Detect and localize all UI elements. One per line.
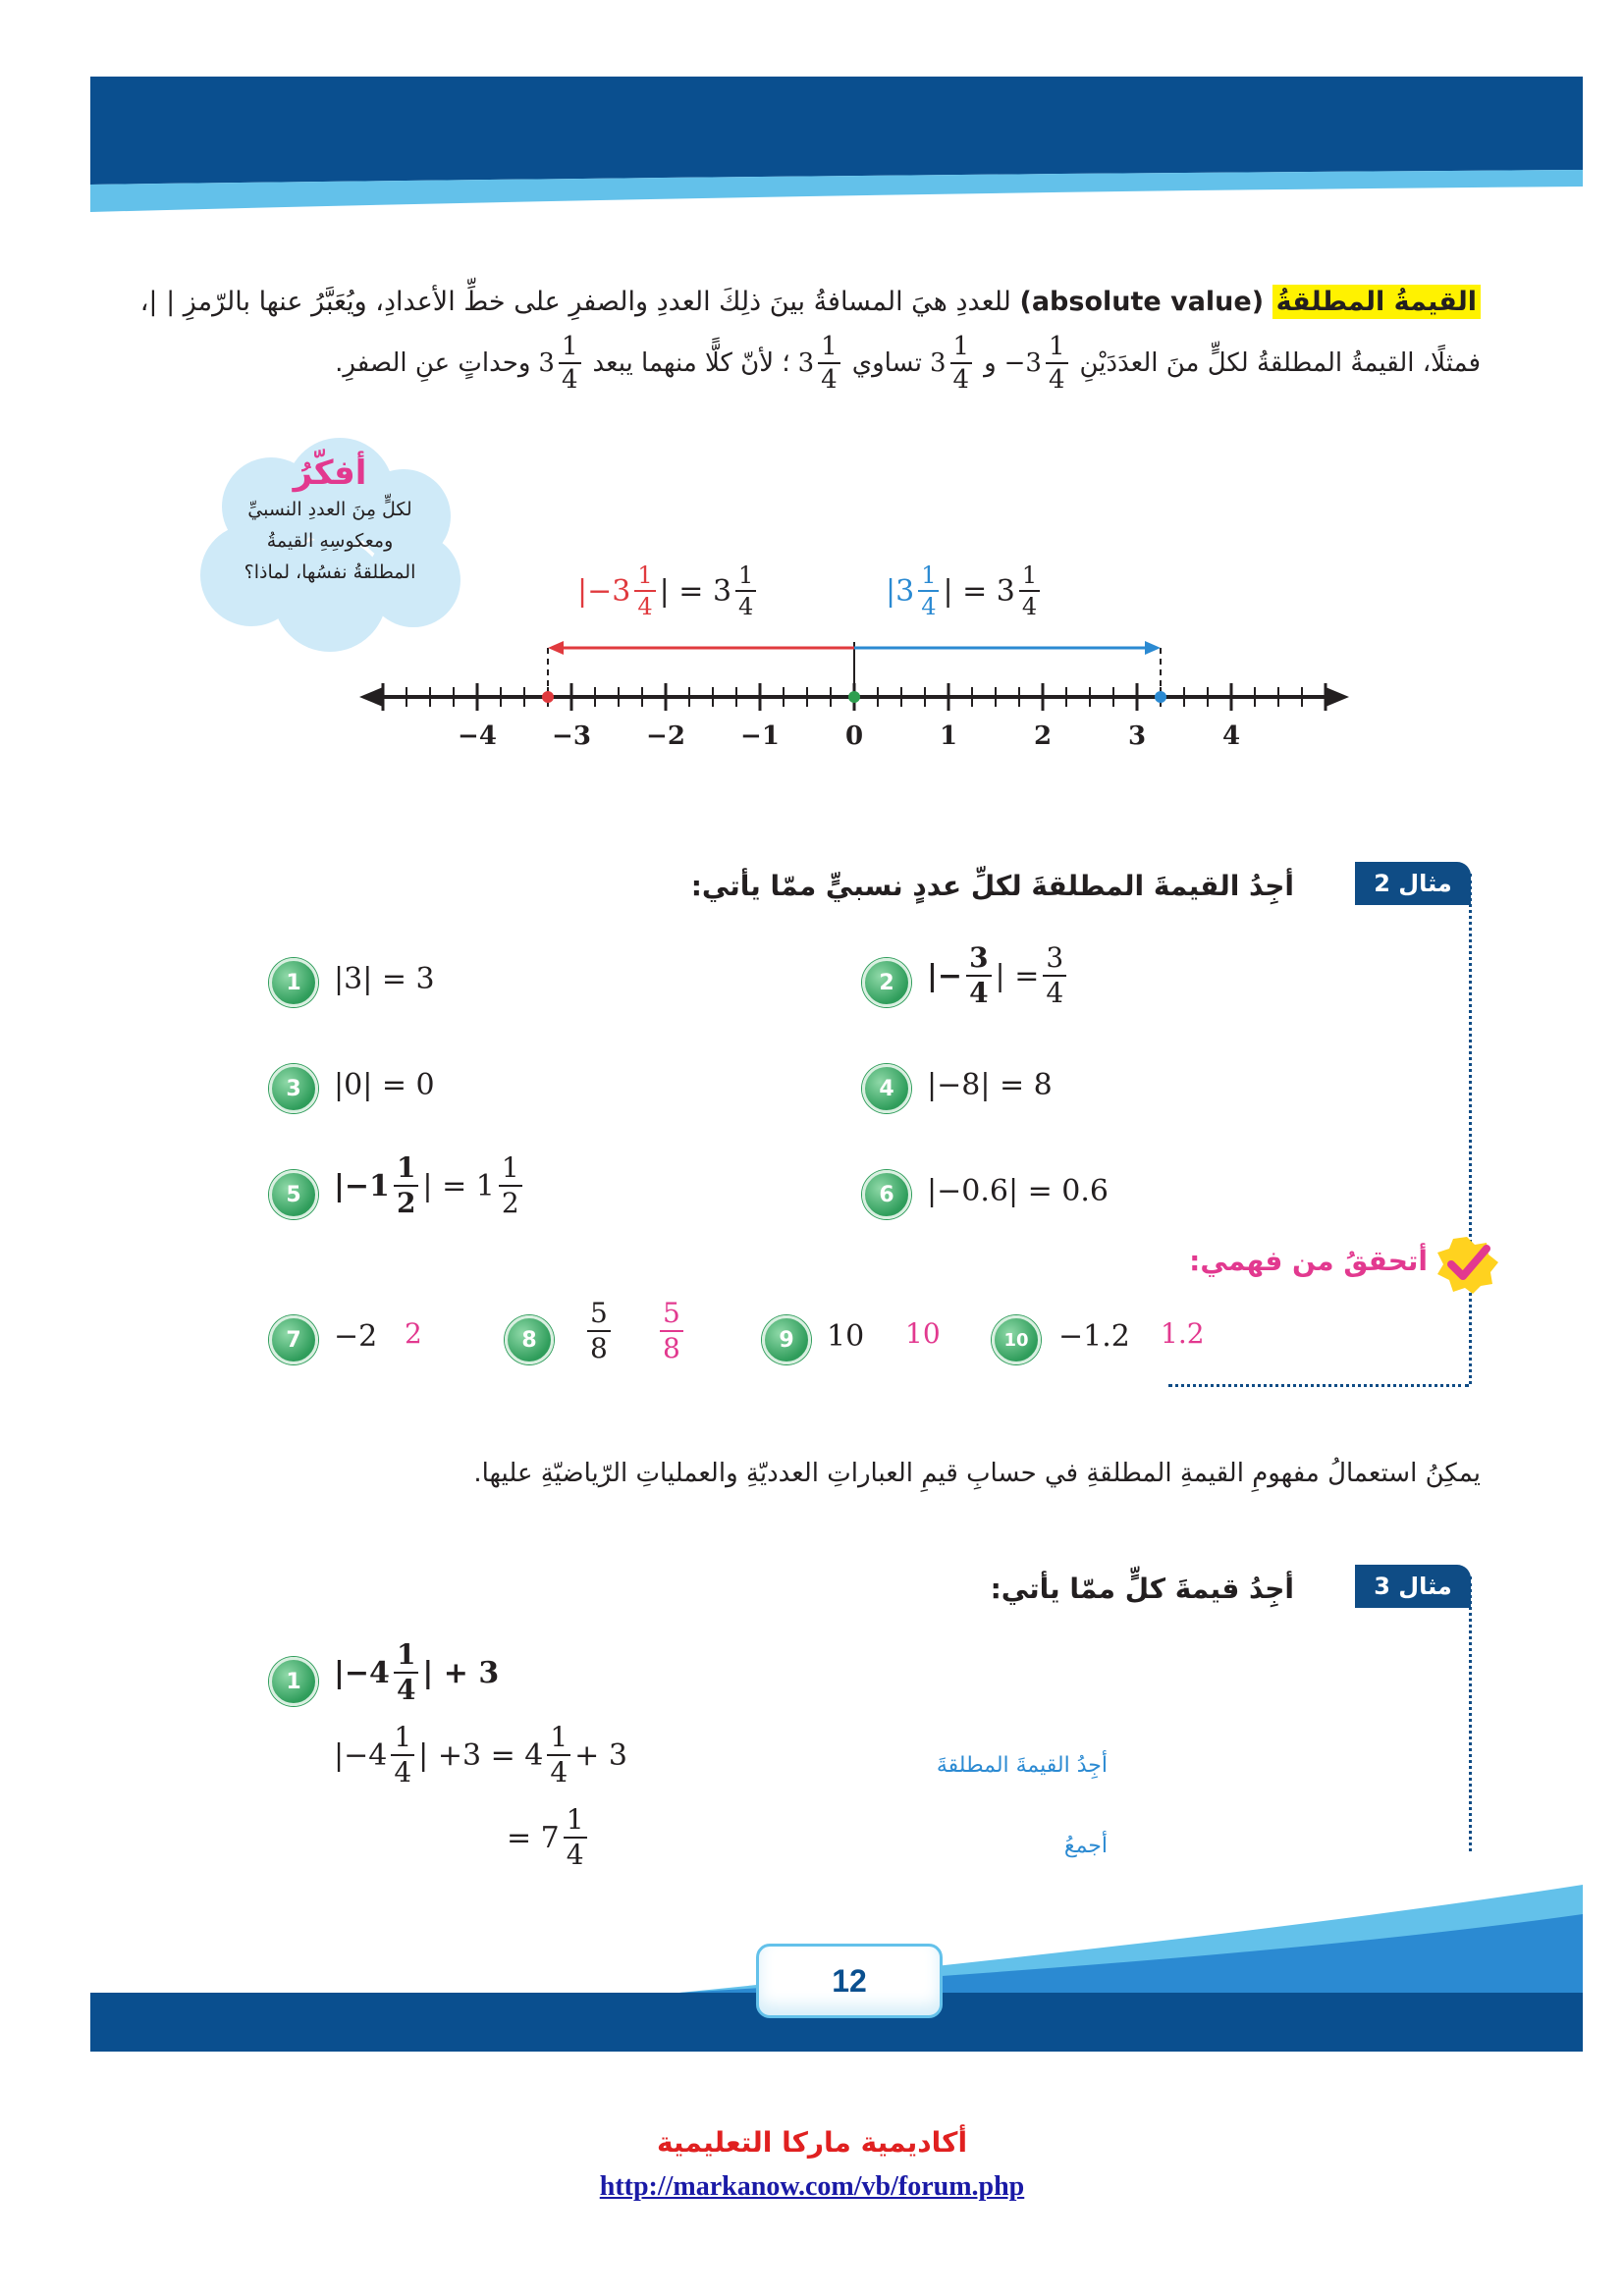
header-band — [90, 77, 1583, 214]
example2-border — [1469, 874, 1472, 1384]
item-3-expr: |0| = 0 — [334, 1068, 435, 1102]
example3-note-1: أجِدُ القيمةَ المطلقةَ — [936, 1753, 1108, 1778]
intro-text: يمكِنُ استعمالُ مفهومِ القيمةِ المطلقةِ في حسابِ قيمِ العباراتِ العدديّةِ والعملياتِ الرّياضيّةِ عليها. — [473, 1459, 1481, 1488]
check-8-answer: $\frac{5}{8}$ — [656, 1300, 687, 1362]
example3-border — [1469, 1576, 1472, 1851]
item-5-expr: |−1 $\frac{1}{2}$ | = 1 $\frac{1}{2}$ — [334, 1154, 526, 1217]
definition-and: و — [984, 348, 997, 378]
tick-label: −4 — [458, 721, 497, 751]
check-8-marker: 8 — [505, 1315, 554, 1364]
think-line-3: المطلقةُ نفسُها، لماذا؟ — [244, 561, 416, 583]
item-1-expr: |3| = 3 — [334, 962, 435, 996]
definition-line-1 — [140, 287, 1481, 317]
number-line-right-arrow — [1326, 687, 1349, 707]
left-point — [542, 691, 554, 703]
example2-instruction: أجِدُ القيمةَ المطلقةَ لكلِّ عددٍ نسبيٍّ ممّا يأتي: — [690, 870, 1294, 902]
left-abs-label: |−3 $\frac{1}{4}$ | = 3 $\frac{1}{4}$ — [577, 563, 760, 618]
check-10-marker: 10 — [992, 1315, 1041, 1364]
example3-instruction: أجِدُ قيمةَ كلٍّ ممّا يأتي: — [990, 1573, 1294, 1605]
item-6-marker: 6 — [862, 1170, 911, 1219]
check-9-answer: 10 — [905, 1317, 941, 1350]
example3-tab: مثال 3 — [1355, 1565, 1471, 1608]
definition-number-a: −3 $\frac{1}{4}$ — [1004, 334, 1072, 393]
item-3-marker: 3 — [269, 1064, 318, 1113]
definition-number-b: 3 $\frac{1}{4}$ — [930, 334, 976, 393]
check-7-answer: 2 — [405, 1317, 422, 1350]
check-badge-icon — [1432, 1233, 1502, 1296]
think-title: أفكّرُ — [293, 454, 367, 493]
example3-item-1-marker: 1 — [269, 1657, 318, 1706]
think-box — [202, 454, 458, 583]
definition-number-d: 3 $\frac{1}{4}$ — [538, 334, 584, 393]
definition-equals-text: تساوي — [851, 348, 922, 378]
left-arrowhead — [548, 641, 564, 655]
item-2-expr: |− $\frac{3}{4}$ | = $\frac{3}{4}$ — [927, 944, 1070, 1007]
item-4-expr: |−8| = 8 — [927, 1068, 1053, 1102]
page-number-box — [756, 1944, 943, 2018]
definition-end-text: وحداتٍ عنِ الصفرِ. — [335, 348, 531, 378]
number-line — [353, 628, 1355, 756]
page-number: 12 — [832, 1962, 867, 1999]
definition-line-2 — [335, 334, 1481, 393]
definition-term-en: (absolute value) — [1019, 287, 1265, 317]
definition-example-text: فمثلًا، القيمةُ المطلقةُ لكلٍّ منَ العدَدَيْنِ — [1079, 348, 1481, 378]
tick-label: 1 — [939, 721, 958, 751]
definition-text: للعددِ هيَ المسافةُ بينَ ذلِكَ العددِ والصفرِ على خطِّ الأعدادِ، ويُعَبَّرُ عنها بالرّمزِ | |، — [139, 287, 1011, 317]
check-title: أتحققُ من فهمي: — [1189, 1245, 1428, 1277]
item-5-marker: 5 — [269, 1170, 318, 1219]
right-abs-label: |3 $\frac{1}{4}$ | = 3 $\frac{1}{4}$ — [886, 563, 1044, 618]
think-line-1: لكلٍّ مِنَ العددِ النسبيِّ — [247, 499, 412, 520]
item-6-expr: |−0.6| = 0.6 — [927, 1174, 1109, 1208]
right-point — [1155, 691, 1166, 703]
example3-step-1: |−4 $\frac{1}{4}$ | +3 = 4 $\frac{1}{4}$ + 3 — [334, 1721, 627, 1789]
think-line-2: ومعكوسِهِ القيمةُ — [266, 530, 394, 552]
check-10-answer: 1.2 — [1161, 1317, 1205, 1350]
tick-label: −1 — [740, 721, 780, 751]
definition-term: القيمةُ المطلقةُ — [1272, 285, 1481, 319]
example3-step-2: = 7 $\frac{1}{4}$ — [507, 1806, 591, 1869]
tick-label: 2 — [1033, 721, 1053, 751]
item-4-marker: 4 — [862, 1064, 911, 1113]
right-arrowhead — [1145, 641, 1161, 655]
item-1-marker: 1 — [269, 958, 318, 1007]
check-7-marker: 7 — [269, 1315, 318, 1364]
footer-academy: أكاديمية ماركا التعليمية — [656, 2126, 968, 2159]
tick-label: −2 — [646, 721, 685, 751]
footer-link[interactable]: http://markanow.com/vb/forum.php — [599, 2171, 1025, 2202]
check-7-question: −2 — [334, 1319, 378, 1354]
definition-number-c: 3 $\frac{1}{4}$ — [798, 334, 844, 393]
definition-because-text: ؛ لأنّ كلًّا منهما يبعد — [592, 348, 790, 378]
tick-label: 0 — [844, 721, 864, 751]
zero-point — [848, 691, 860, 703]
example3-question: |−4 $\frac{1}{4}$ | + 3 — [334, 1638, 500, 1706]
example2-border-bottom — [1168, 1384, 1469, 1387]
check-8-question: $\frac{5}{8}$ — [583, 1300, 615, 1362]
check-9-question: 10 — [827, 1319, 865, 1354]
example2-tab: مثال 2 — [1355, 862, 1471, 905]
check-10-question: −1.2 — [1058, 1319, 1130, 1354]
tick-label: −3 — [552, 721, 591, 751]
number-line-left-arrow — [359, 687, 383, 707]
item-2-marker: 2 — [862, 958, 911, 1007]
tick-label: 4 — [1221, 721, 1241, 751]
check-9-marker: 9 — [762, 1315, 811, 1364]
tick-label: 3 — [1127, 721, 1147, 751]
example3-note-2: أجمعُ — [1063, 1834, 1108, 1858]
